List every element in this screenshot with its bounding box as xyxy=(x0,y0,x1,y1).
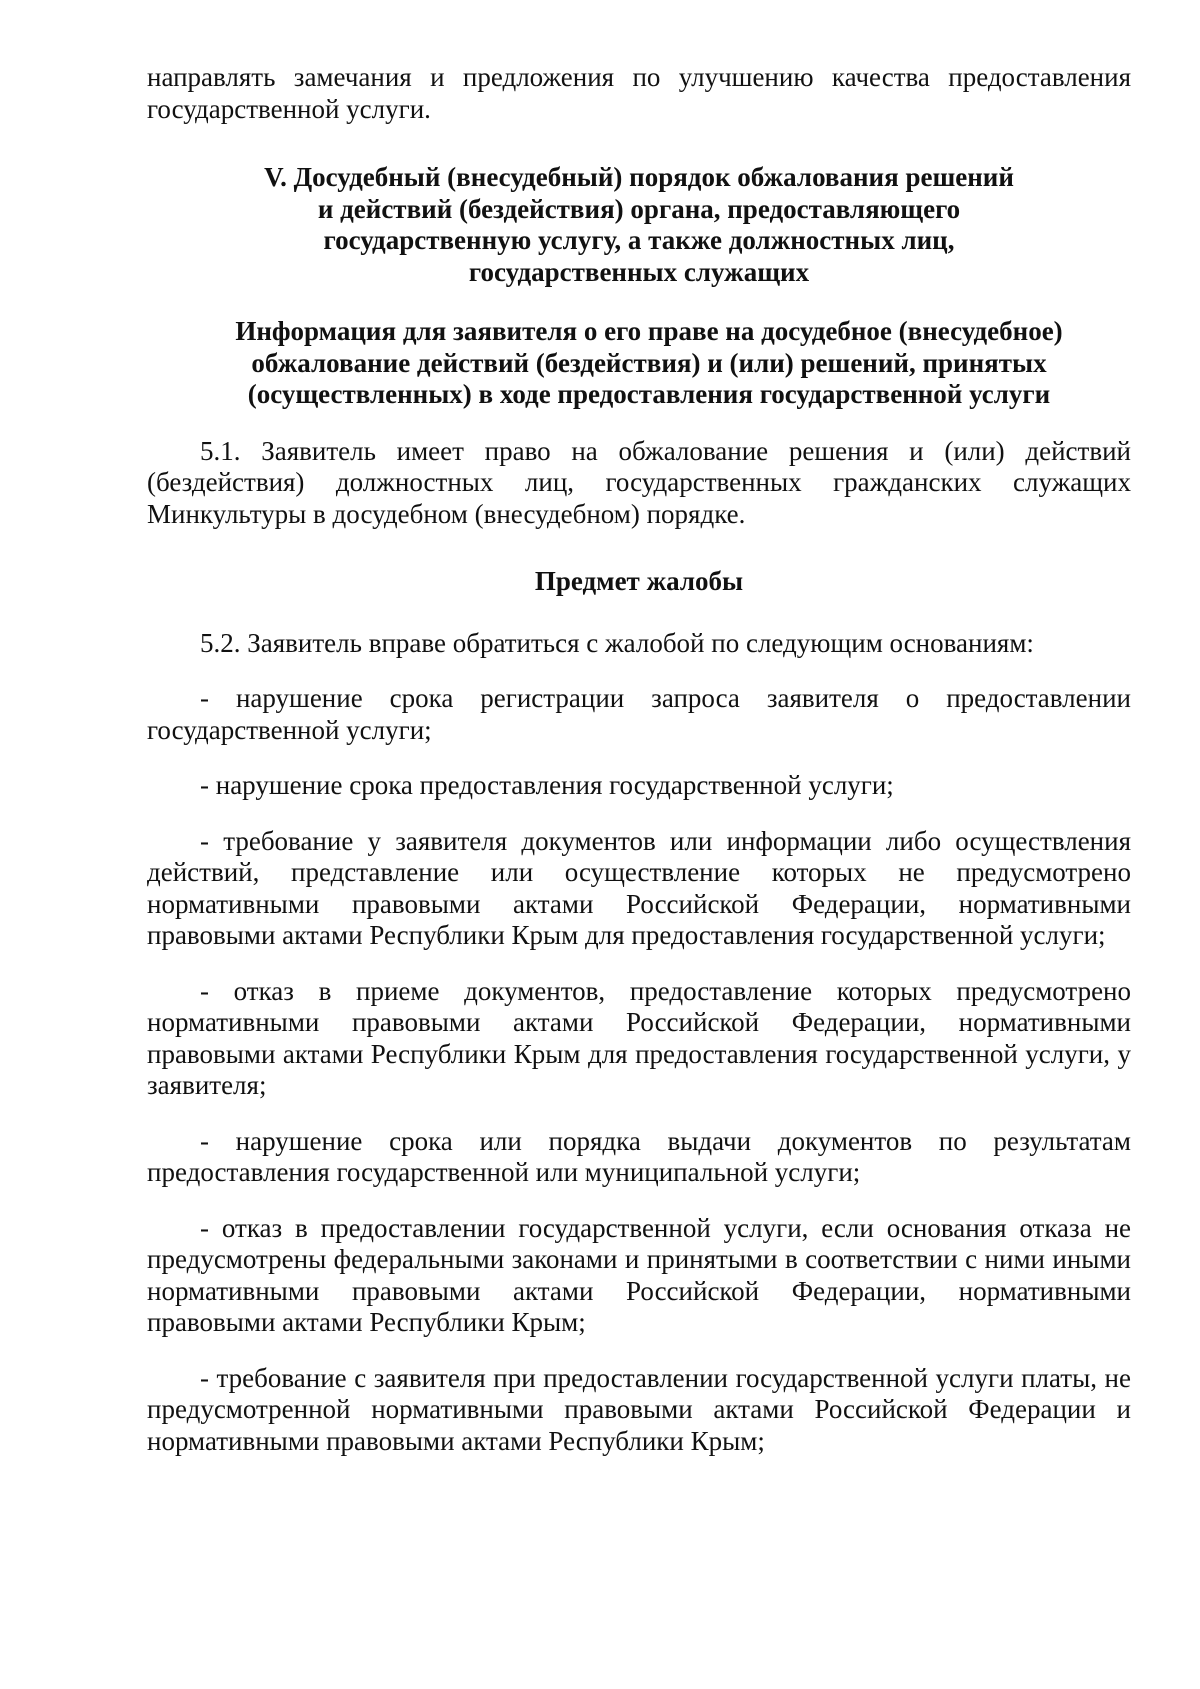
section-heading-line: и действий (бездействия) органа, предоставляющего xyxy=(317,193,961,224)
list-item: - требование с заявителя при предоставлении государственной услуги платы, не предусмотренной нормативными правовыми актами Российской Федерации и нормативными правовыми актами Республики Крым; xyxy=(147,1362,1131,1456)
section-heading-line: государственную услугу, а также должностных лиц, xyxy=(323,225,955,255)
subheading-line: Информация для заявителя о его праве на досудебное (внесудебное) xyxy=(235,316,1063,346)
paragraph-5-1: 5.1. Заявитель имеет право на обжалование решения и (или) действий (бездействия) должностных лиц, государственных гражданских служащих Минкультуры в досудебном (внесудебном) порядке. xyxy=(147,435,1131,529)
section-heading-line: государственных служащих xyxy=(468,256,810,287)
list-item: - требование у заявителя документов или информации либо осуществления действий, представление или осуществление которых не предусмотрено нормативными правовыми актами Российской Федерации, нормативными правовыми актами Республики Крым для предоставления государственной услуги; xyxy=(147,825,1131,950)
document-page xyxy=(147,62,1131,1457)
section-heading-line: V. Досудебный (внесудебный) порядок обжалования решений xyxy=(264,162,1014,192)
subheading-line: обжалование действий (бездействия) и (или) решений, принятых xyxy=(251,347,1047,378)
paragraph-5-2: 5.2. Заявитель вправе обратиться с жалобой по следующим основаниям: xyxy=(200,627,1034,658)
list-item: - нарушение срока или порядка выдачи документов по результатам предоставления государственной или муниципальной услуги; xyxy=(147,1125,1131,1187)
list-item: - нарушение срока регистрации запроса заявителя о предоставлении государственной услуги; xyxy=(147,683,1131,745)
subheading-complaint-subject: Предмет жалобы xyxy=(534,566,744,596)
section-heading xyxy=(147,162,1131,288)
list-item: - отказ в приеме документов, предоставление которых предусмотрено нормативными правовыми актами Российской Федерации, нормативными правовыми актами Республики Крым для предоставления государственной услуги, у заявителя; xyxy=(147,975,1131,1100)
continuation-paragraph: направлять замечания и предложения по улучшению качества предоставления государственной услуги. xyxy=(147,62,1131,124)
list-item: - отказ в предоставлении государственной услуги, если основания отказа не предусмотрены федеральными законами и принятыми в соответствии с ними иными нормативными правовыми актами Российской Федерации, нормативными правовыми актами Республики Крым; xyxy=(147,1212,1131,1337)
subheading xyxy=(147,316,1131,411)
subheading-line: (осуществленных) в ходе предоставления государственной услуги xyxy=(247,379,1051,409)
list-item: - нарушение срока предоставления государственной услуги; xyxy=(200,770,894,800)
